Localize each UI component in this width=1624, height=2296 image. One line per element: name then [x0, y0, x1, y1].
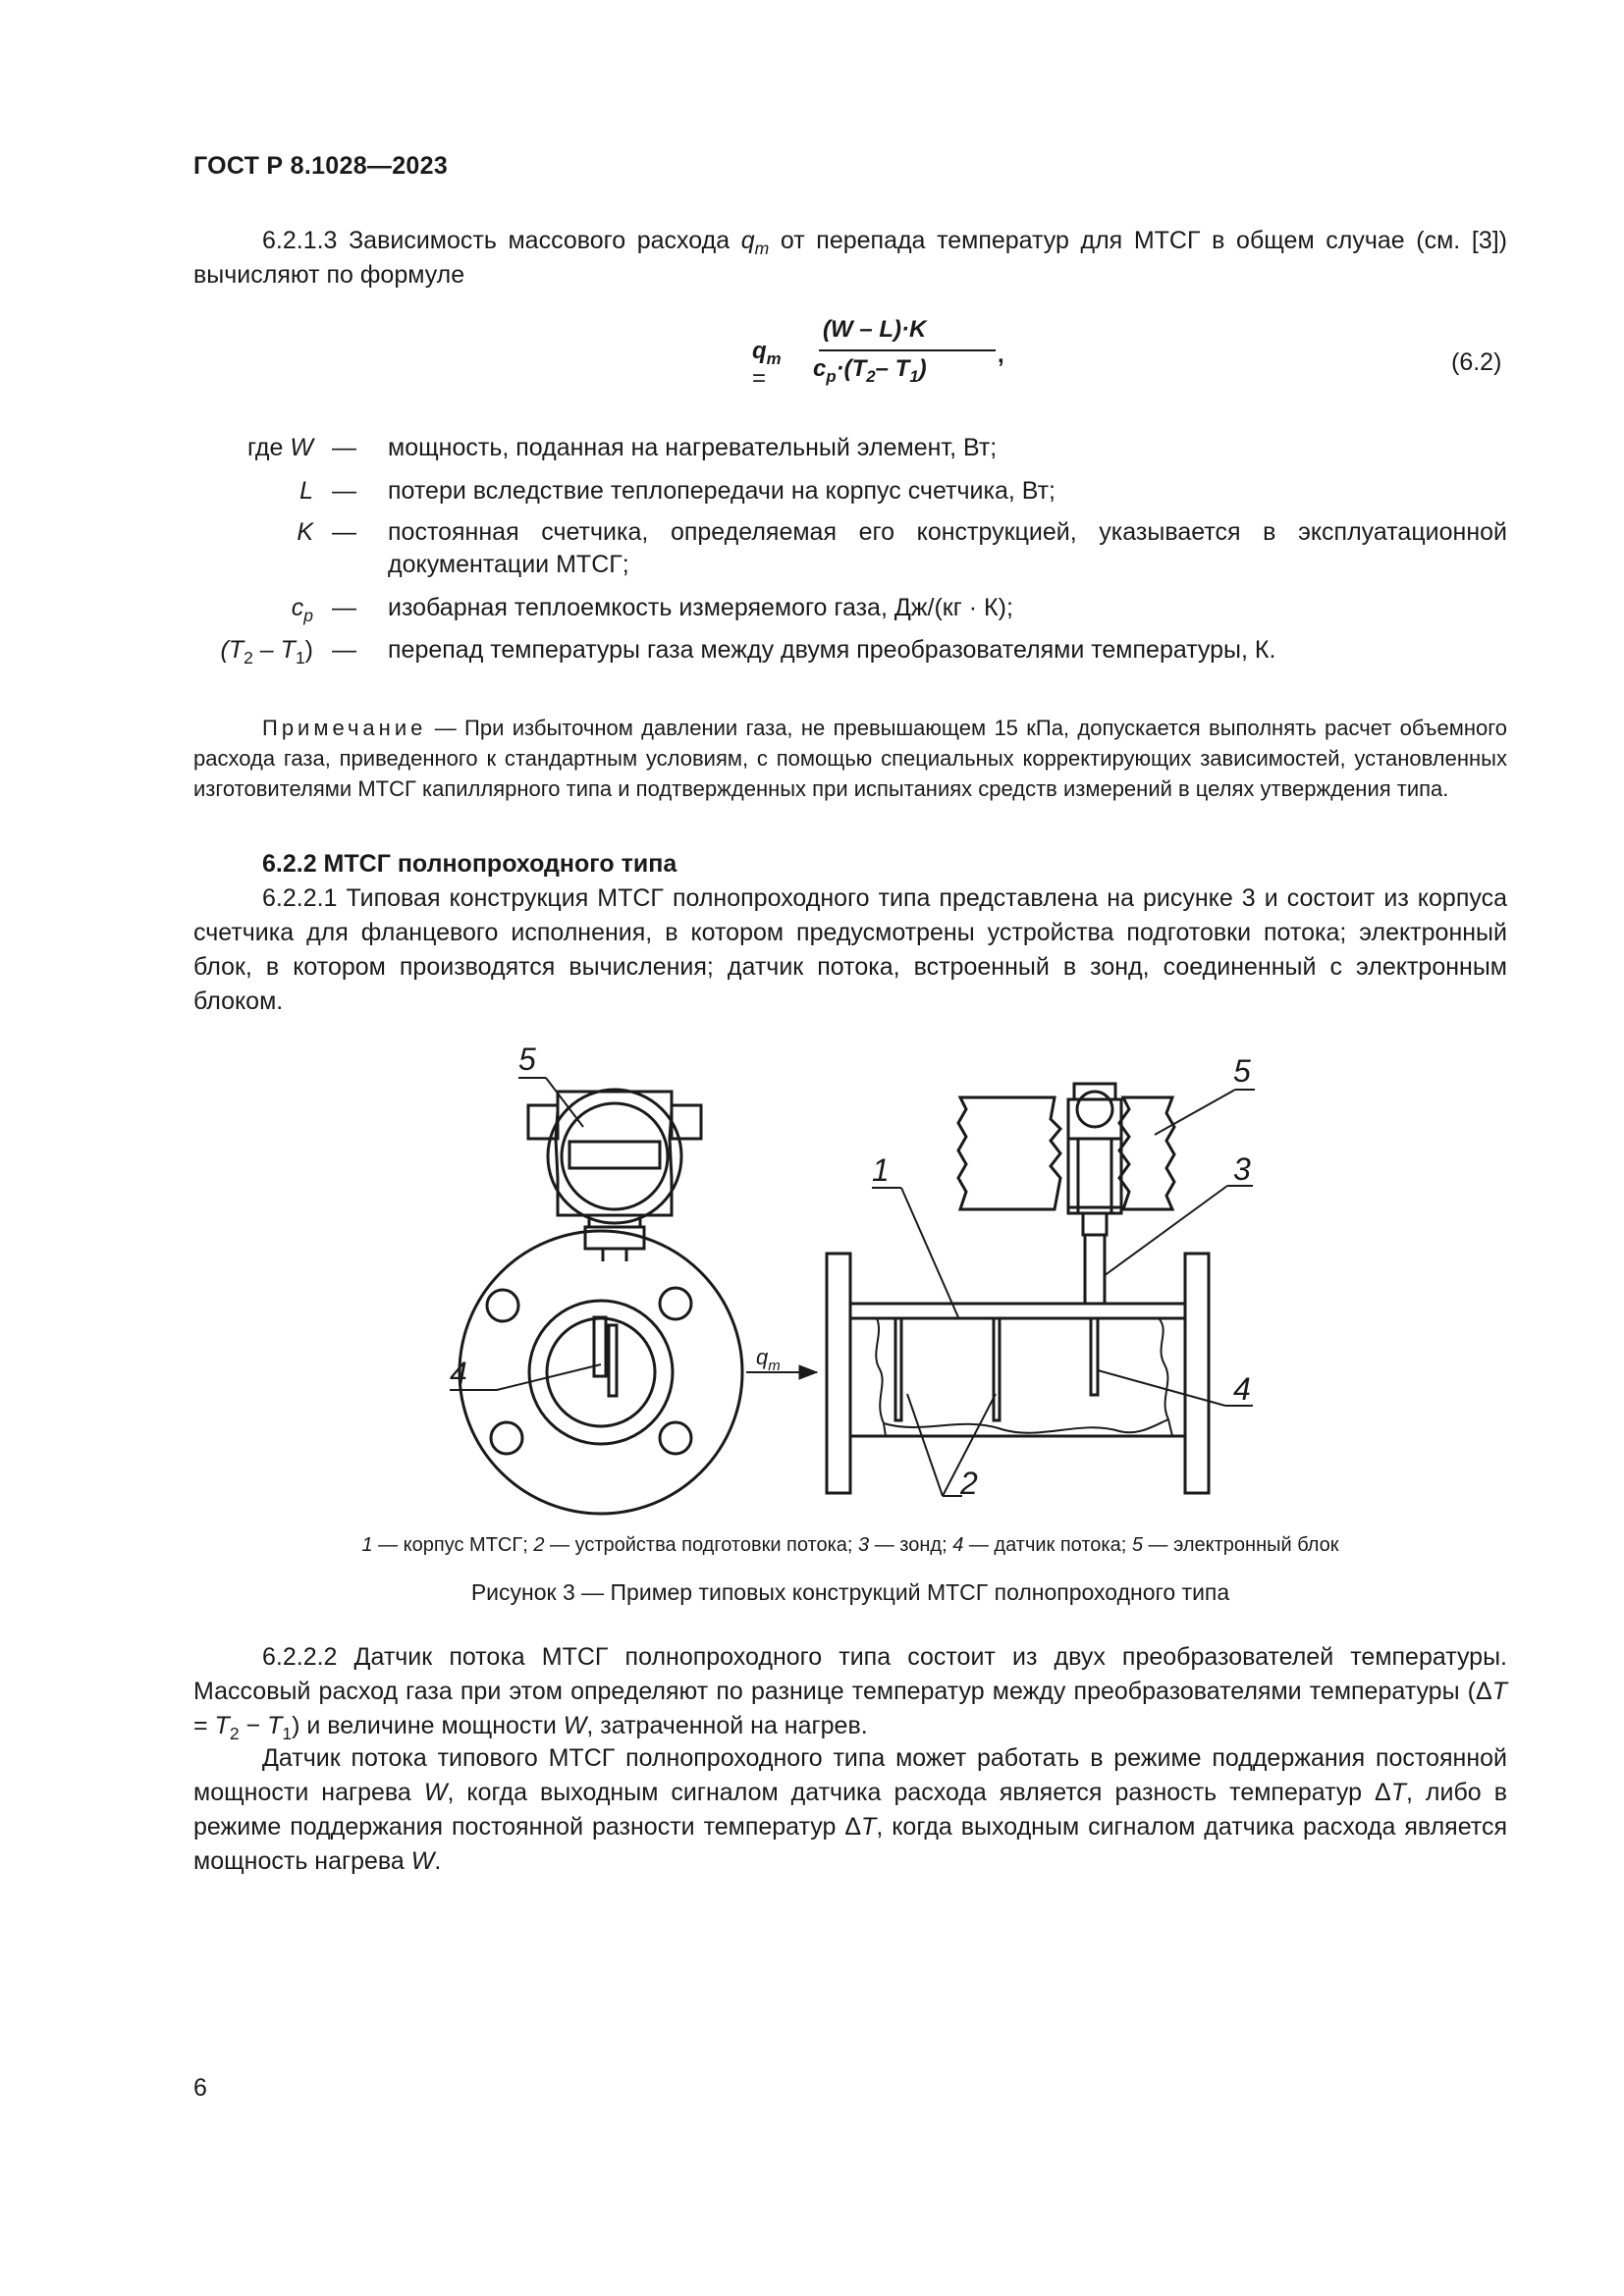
- flange-left: [827, 1254, 850, 1493]
- break-line-bottom: [884, 1419, 1168, 1433]
- bore-outer: [529, 1301, 673, 1444]
- def-symbol-w: где W: [246, 434, 313, 461]
- flange-outer: [460, 1231, 742, 1514]
- flow-conditioner: [994, 1318, 1000, 1420]
- paragraph-6-2-2-2: 6.2.2.2 Датчик потока МТСГ полнопроходного типа состоит из двух преобразователей температуры. Массовый расход газа при этом определяют по разнице температур между преобразователями температуры $(\Delta T = T_2 - T_1)$ и величине мощности W, затраченной на нагрев.: [193, 1643, 1507, 1743]
- head-center: [1068, 1099, 1121, 1213]
- head-center-ring: [1077, 1092, 1112, 1127]
- label-5-left: 5: [518, 1041, 536, 1077]
- def-symbol-dt: $(T_2 - T_1)$: [220, 636, 313, 667]
- para-number: 6.2.1.3: [262, 227, 338, 254]
- document-code: ГОСТ Р 8.1028—2023: [193, 152, 449, 180]
- probe-stem: [594, 1317, 606, 1376]
- bolt-hole: [660, 1288, 691, 1319]
- flange-right: [1185, 1254, 1209, 1493]
- formula-lhs: $q_m$ =: [752, 338, 782, 392]
- label-2: 2: [960, 1466, 978, 1501]
- def-dash: —: [332, 477, 356, 505]
- symbol-sub: m: [754, 239, 770, 258]
- bolt-hole: [660, 1422, 691, 1454]
- def-symbol-k: K: [297, 518, 313, 546]
- formula-denominator: $c_p\cdot(T_2-$ $T_1$): [813, 355, 927, 386]
- bore-inner: [547, 1318, 655, 1426]
- def-dash: —: [332, 518, 356, 546]
- def-text-cp: изобарная теплоемкость измеряемого газа, Дж/(кг · К);: [388, 594, 1013, 621]
- figure-caption: Рисунок 3 — Пример типовых конструкций МТСГ полнопроходного типа: [470, 1579, 1230, 1605]
- head-right-block: [1119, 1097, 1174, 1209]
- probe-sensor: [609, 1325, 617, 1396]
- break-line-left: [876, 1318, 886, 1436]
- bolt-hole: [491, 1422, 522, 1454]
- page-number: 6: [193, 2074, 207, 2102]
- section-title-6-2-2: 6.2.2 МТСГ полнопроходного типа: [262, 850, 677, 878]
- note-text: — При избыточном давлении газа, не превышающем 15 кПа, допускается выполнять расчет объемного расхода газа, приведенного к стандартным условиям, с помощью специальных корректирующих зависимостей, установленных изготовителями МТСГ капиллярного типа и подтвержденных при испытаниях средств измерений в целях утверждения типа.: [193, 716, 1507, 801]
- equation-number: (6.2): [1451, 348, 1502, 376]
- probe-sensor-right: [1091, 1318, 1098, 1395]
- formula-comma: ,: [998, 342, 1004, 368]
- paragraph-flow-sensor-modes: Датчик потока типового МТСГ полнопроходного типа может работать в режиме поддержания постоянной мощности нагрева W, когда выходным сигналом датчика расхода является разность температур ΔT, либо в режиме поддержания постоянной разности температур ΔT, когда выходным сигналом датчика расхода является мощность нагрева W.: [193, 1744, 1507, 1875]
- label-3: 3: [1233, 1151, 1251, 1187]
- para-text: от перепада температур для МТСГ в общем случае (см. [3]) вычисляют по формуле: [193, 227, 1507, 289]
- head-housing: [556, 1092, 672, 1215]
- formula-numerator: (W – L)·K: [823, 316, 927, 343]
- break-line-right: [1159, 1318, 1172, 1436]
- symbol-q: q: [740, 227, 755, 254]
- def-symbol-l: L: [299, 477, 313, 505]
- def-symbol-cp: $c_p$: [291, 594, 313, 625]
- note-label: Примечание: [262, 716, 427, 740]
- flow-conditioner: [895, 1318, 901, 1420]
- bolt-hole: [487, 1290, 518, 1321]
- flow-label: $q_m$: [756, 1345, 781, 1374]
- head-left-block: [958, 1097, 1060, 1209]
- label-1: 1: [872, 1152, 890, 1188]
- label-4-left: 4: [450, 1356, 467, 1391]
- def-dash: —: [332, 434, 356, 461]
- head-dial-outer: [548, 1090, 681, 1223]
- def-text-dt: перепад температуры газа между двумя преобразователями температуры, К.: [388, 636, 1276, 664]
- def-text-w: мощность, поданная на нагревательный элемент, Вт;: [388, 434, 998, 461]
- para-text: Зависимость массового расхода: [349, 227, 731, 254]
- label-5-right: 5: [1233, 1053, 1251, 1089]
- label-4-right: 4: [1233, 1371, 1251, 1407]
- def-text-l: потери вследствие теплопередачи на корпус счетчика, Вт;: [388, 477, 1056, 505]
- probe-rod: [1085, 1235, 1105, 1304]
- neck-right: [1083, 1213, 1107, 1235]
- head-display: [569, 1142, 660, 1168]
- paragraph-6-2-2-1: 6.2.2.1 Типовая конструкция МТСГ полнопроходного типа представлена на рисунке 3 и состоит из корпуса счетчика для фланцевого исполнения, в котором предусмотрены устройства подготовки потока; электронный блок, в котором производятся вычисления; датчик потока, встроенный в зонд, соединенный с электронным блоком.: [193, 884, 1507, 1015]
- def-text-k: постоянная счетчика, определяемая его конструкцией, указывается в эксплуатационной документации МТСГ;: [388, 518, 1507, 578]
- figure-legend: 1 — корпус МТСГ; 2 — устройства подготовки потока; 3 — зонд; 4 — датчик потока; 5 — электронный блок: [361, 1534, 1339, 1556]
- def-dash: —: [332, 636, 356, 664]
- def-dash: —: [332, 594, 356, 621]
